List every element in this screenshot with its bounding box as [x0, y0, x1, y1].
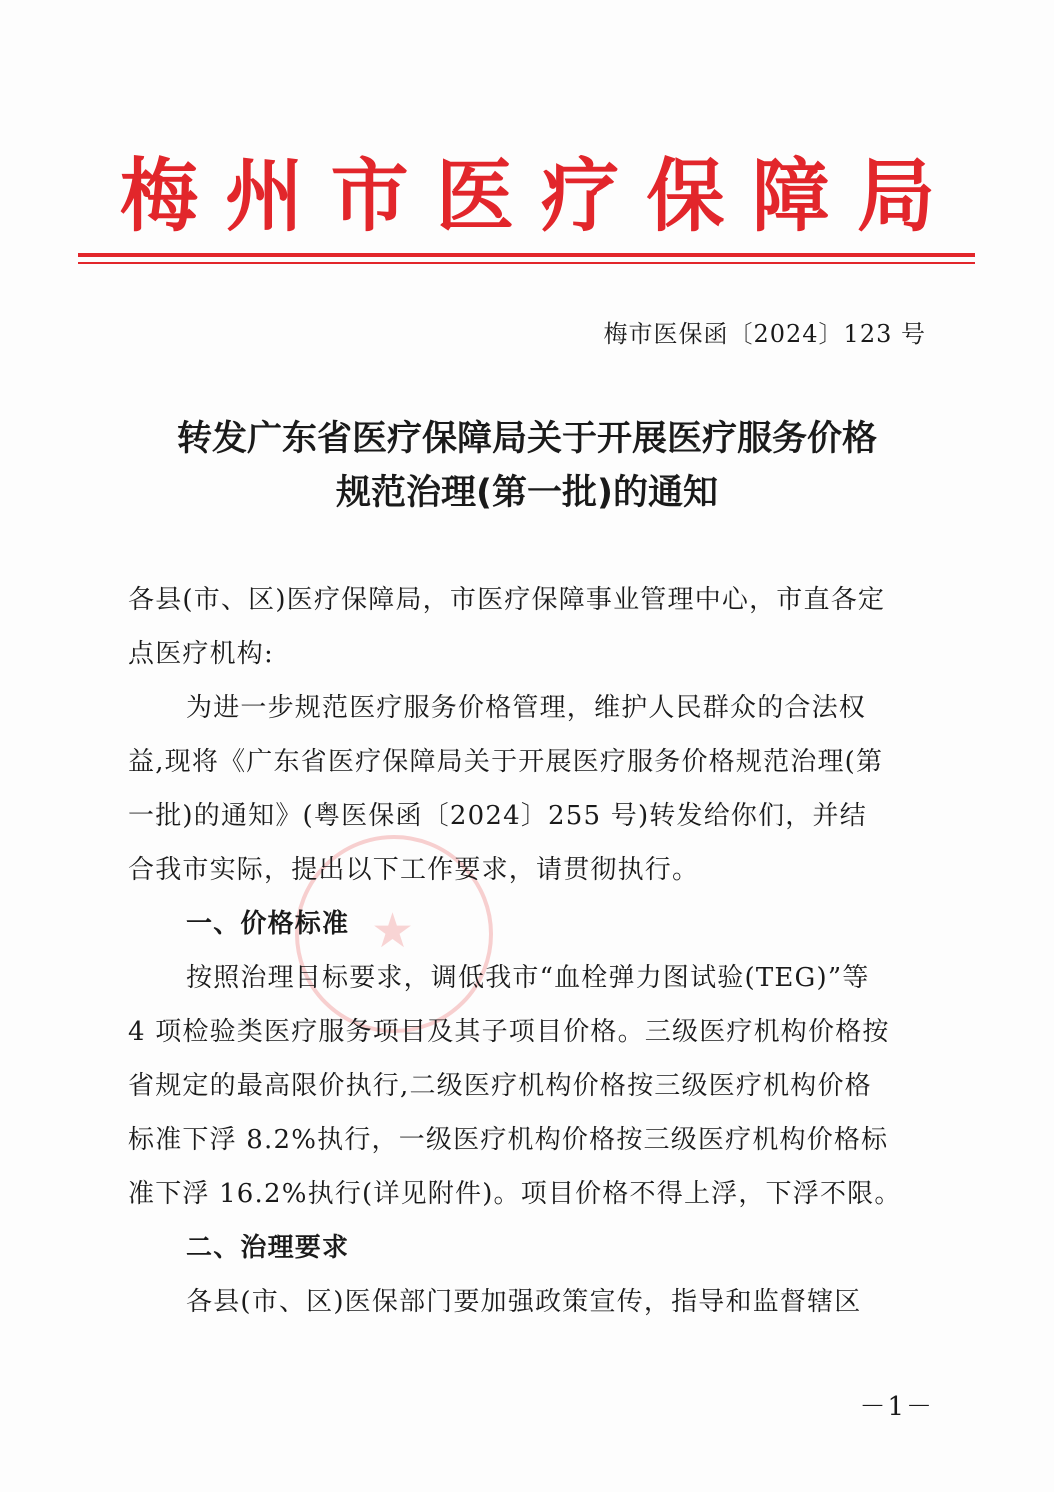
masthead-char: 医: [435, 151, 514, 244]
paragraph-line: 省规定的最高限价执行,二级医疗机构价格按三级医疗机构价格: [128, 1071, 872, 1101]
masthead-char: 市: [330, 151, 409, 244]
paragraph-line: 标准下浮 8.2%执行，一级医疗机构价格按三级医疗机构价格标: [128, 1125, 889, 1155]
document-number: 梅市医保函〔2024〕123 号: [603, 320, 926, 348]
title-line-1: 转发广东省医疗保障局关于开展医疗服务价格: [176, 419, 877, 459]
paragraph-line: 合我市实际，提出以下工作要求，请贯彻执行。: [128, 855, 700, 885]
masthead-char: 局: [856, 151, 935, 244]
page-number: －1－: [859, 1392, 934, 1422]
seal-star-icon: ★: [371, 903, 415, 959]
masthead-char: 州: [225, 151, 304, 244]
paragraph-line: 益,现将《广东省医疗保障局关于开展医疗服务价格规范治理(第: [128, 747, 884, 777]
paragraph-line: 一批)的通知》(粤医保函〔2024〕255 号)转发给你们，并结: [128, 801, 867, 831]
masthead-char: 梅: [120, 151, 199, 244]
masthead-rule-thin: [78, 262, 975, 264]
recipients-line: 各县(市、区)医疗保障局，市医疗保障事业管理中心，市直各定: [128, 585, 886, 615]
masthead-char: 保: [646, 151, 725, 244]
document-title: [100, 412, 954, 520]
title-line-2: 规范治理(第一批)的通知: [336, 473, 718, 513]
document-body: [128, 573, 928, 1329]
masthead-title: [120, 140, 935, 244]
paragraph-line: 为进一步规范医疗服务价格管理，维护人民群众的合法权: [186, 693, 867, 723]
masthead-rule-thick: [78, 253, 975, 257]
section-heading-1: 一、价格标准: [186, 909, 350, 939]
paragraph-line: 按照治理目标要求，调低我市“血栓弹力图试验(TEG)”等: [186, 963, 870, 993]
section-heading-2: 二、治理要求: [186, 1233, 350, 1263]
recipients-line: 点医疗机构:: [128, 639, 274, 669]
paragraph-line: 各县(市、区)医保部门要加强政策宣传，指导和监督辖区: [186, 1287, 862, 1317]
paragraph-line: 准下浮 16.2%执行(详见附件)。项目价格不得上浮，下浮不限。: [128, 1179, 902, 1209]
masthead-char: 障: [751, 151, 830, 244]
paragraph-line: 4 项检验类医疗服务项目及其子项目价格。三级医疗机构价格按: [128, 1017, 890, 1047]
masthead-char: 疗: [541, 151, 620, 244]
